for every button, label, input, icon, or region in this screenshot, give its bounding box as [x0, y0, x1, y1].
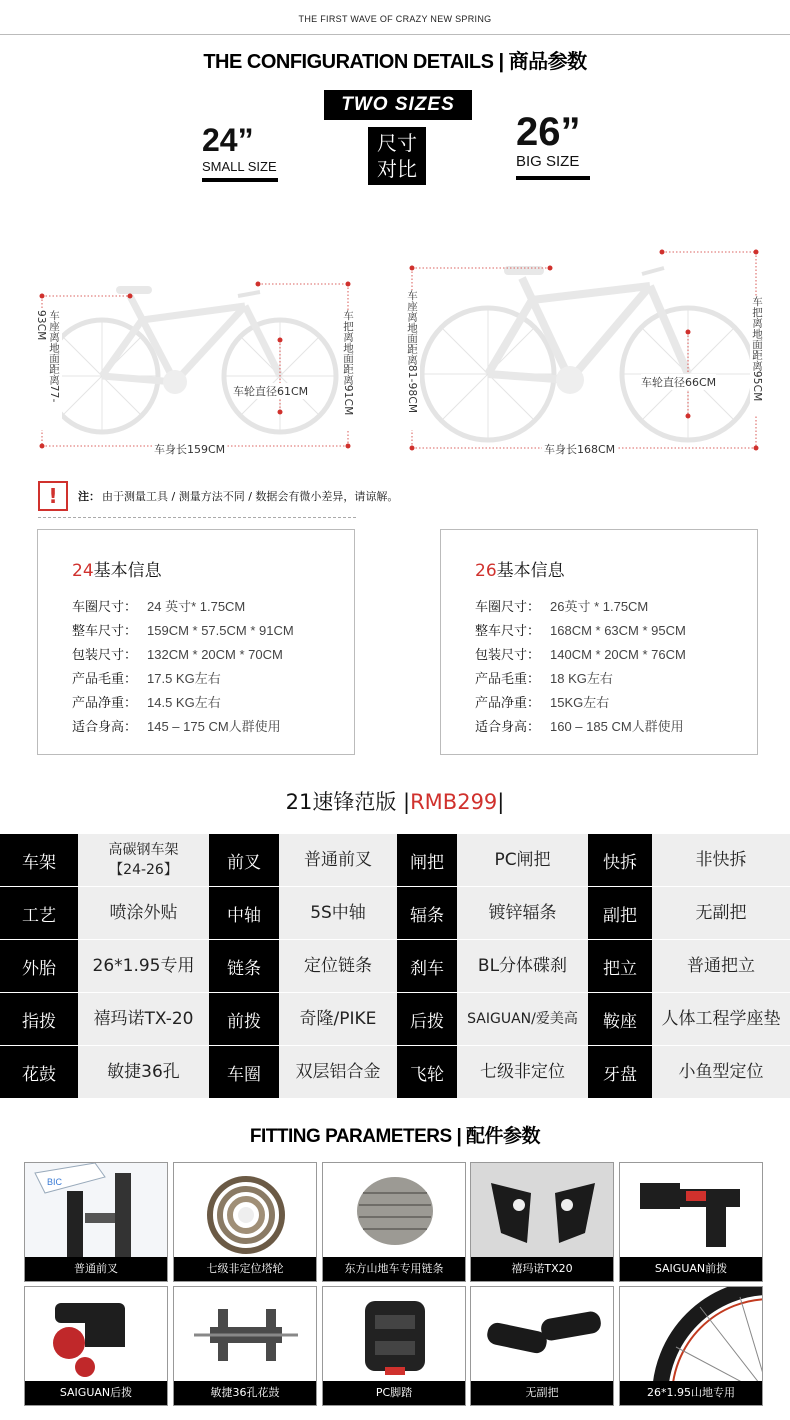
spec-table: [0, 834, 790, 1099]
fitting-thumb: [619, 1162, 763, 1282]
fitting-caption: 东方山地车专用链条: [323, 1257, 465, 1281]
tire-image: [620, 1287, 763, 1383]
spec-row: [0, 993, 790, 1046]
spec-key: 前拨: [209, 993, 279, 1046]
bike-24-diagram: [30, 270, 360, 460]
front-fork-image: [25, 1163, 168, 1259]
info-26-row: [475, 620, 686, 639]
spec-key: 副把: [588, 887, 652, 940]
info-24-row: [72, 644, 283, 663]
info-26-value: 168CM * 63CM * 95CM: [550, 623, 686, 638]
info-24-key: 产品毛重：: [72, 672, 138, 687]
bike-26-diagram: [400, 240, 770, 460]
measurement-notice: [78, 488, 398, 504]
fitting-caption: 无副把: [471, 1381, 613, 1405]
two-sizes-banner: TWO SIZES: [324, 90, 472, 120]
bike-24-seat-height: 车座离地面距离77-93CM: [35, 310, 62, 430]
spec-key: 指拨: [0, 993, 78, 1046]
info-26-key: 车圈尺寸：: [475, 600, 541, 615]
info-26-key: 产品毛重：: [475, 672, 541, 687]
info-24-row: [72, 620, 294, 639]
spec-value: 敏捷36孔: [78, 1046, 209, 1099]
spec-key: 花鼓: [0, 1046, 78, 1099]
fitting-thumb: [322, 1162, 466, 1282]
bike-26-length: 车身长168CM: [544, 443, 616, 456]
fitting-thumb: [24, 1286, 168, 1406]
info-24-size: 24: [72, 561, 94, 581]
price-tail: |: [497, 790, 505, 814]
price-amount: RMB299: [410, 790, 498, 814]
spec-value: 七级非定位: [457, 1046, 588, 1099]
notice-divider: [38, 517, 356, 518]
fitting-thumb: [173, 1162, 317, 1282]
info-26-row: [475, 596, 648, 615]
spec-key: 链条: [209, 940, 279, 993]
spec-row: [0, 887, 790, 940]
spec-key: 前叉: [209, 834, 279, 887]
fitting-title: FITTING PARAMETERS | 配件参数: [249, 1126, 541, 1147]
info-24-value: 14.5 KG左右: [147, 695, 221, 710]
spec-value: 无副把: [652, 887, 790, 940]
info-26-row: [475, 644, 686, 663]
big-size-label: BIG SIZE: [516, 153, 580, 170]
bike-24-bar-height: 车把离地面距离91CM: [341, 310, 356, 430]
edition-name: 21速锋范版 |: [285, 790, 411, 814]
info-24-title: [72, 556, 162, 581]
spec-key: 鞍座: [588, 993, 652, 1046]
spec-value: 双层铝合金: [279, 1046, 397, 1099]
fitting-caption: PC脚踏: [323, 1381, 465, 1405]
info-26-value: 160 – 185 CM人群使用: [550, 719, 684, 734]
info-box-24: [37, 529, 355, 755]
spec-value: BL分体碟刹: [457, 940, 588, 993]
small-size-underline: [202, 178, 278, 182]
notice-text: 由于测量工具 / 测量方法不同 / 数据会有微小差异，请谅解。: [102, 490, 399, 503]
cassette-image: [174, 1163, 317, 1259]
shifter-image: [471, 1163, 614, 1259]
info-24-value: 24 英寸* 1.75CM: [147, 599, 246, 614]
info-24-row: [72, 716, 281, 735]
spec-row: [0, 940, 790, 993]
spec-value: 喷涂外贴: [78, 887, 209, 940]
config-title: THE CONFIGURATION DETAILS | 商品参数: [203, 51, 587, 73]
bike-26-bar-height: 车把离地面距离95CM: [750, 296, 765, 416]
info-24-row: [72, 668, 221, 687]
spec-row: [0, 1046, 790, 1099]
fitting-caption: 七级非定位塔轮: [174, 1257, 316, 1281]
spec-value: 奇隆/PIKE: [279, 993, 397, 1046]
fitting-thumb: [470, 1162, 614, 1282]
spec-key: 把立: [588, 940, 652, 993]
info-24-key: 产品净重：: [72, 696, 138, 711]
spec-key: 快拆: [588, 834, 652, 887]
spec-key: 后拨: [397, 993, 457, 1046]
fitting-thumb: [470, 1286, 614, 1406]
spec-value: 定位链条: [279, 940, 397, 993]
info-24-key: 车圈尺寸：: [72, 600, 138, 615]
top-divider: [0, 34, 790, 35]
fitting-caption: 普通前叉: [25, 1257, 167, 1281]
info-26-value: 26英寸 * 1.75CM: [550, 599, 649, 614]
info-26-key: 整车尺寸：: [475, 624, 541, 639]
spec-key: 车架: [0, 834, 78, 887]
fitting-caption: SAIGUAN前拨: [620, 1257, 762, 1281]
spec-value: 普通前叉: [279, 834, 397, 887]
small-size-number: 24”: [202, 122, 254, 158]
info-24-key: 包装尺寸：: [72, 648, 138, 663]
spec-value: 镀锌辐条: [457, 887, 588, 940]
info-24-value: 159CM * 57.5CM * 91CM: [147, 623, 294, 638]
info-26-row: [475, 668, 613, 687]
spec-key: 牙盘: [588, 1046, 652, 1099]
spec-value: 26*1.95专用: [78, 940, 209, 993]
spec-value: 普通把立: [652, 940, 790, 993]
pedal-image: [323, 1287, 466, 1383]
spec-key: 闸把: [397, 834, 457, 887]
spec-value: 禧玛诺TX-20: [78, 993, 209, 1046]
bike-24-length: 车身长159CM: [154, 443, 226, 456]
warning-icon: !: [38, 481, 68, 511]
rear-derailleur-image: [25, 1287, 168, 1383]
spec-key: 工艺: [0, 887, 78, 940]
info-24-value: 145 – 175 CM人群使用: [147, 719, 281, 734]
info-26-size: 26: [475, 561, 497, 581]
spec-key: 辐条: [397, 887, 457, 940]
info-26-row: [475, 716, 684, 735]
info-24-value: 132CM * 20CM * 70CM: [147, 647, 283, 662]
fitting-thumb: [173, 1286, 317, 1406]
grip-image: [471, 1287, 614, 1383]
info-26-value: 15KG左右: [550, 695, 610, 710]
spec-key: 车圈: [209, 1046, 279, 1099]
front-derailleur-image: [620, 1163, 763, 1259]
bike-26-seat-height: 车座离地面距离81-98CM: [405, 290, 420, 430]
spec-key: 刹车: [397, 940, 457, 993]
info-24-row: [72, 596, 245, 615]
fitting-thumb: [24, 1162, 168, 1282]
spec-value: 人体工程学座垫: [652, 993, 790, 1046]
bike-26-wheel-diameter: 车轮直径66CM: [641, 376, 717, 389]
spec-key: 飞轮: [397, 1046, 457, 1099]
fitting-thumb: [322, 1286, 466, 1406]
spec-value: 非快拆: [652, 834, 790, 887]
fitting-caption: 26*1.95山地专用: [620, 1381, 762, 1405]
hub-image: [174, 1287, 317, 1383]
spec-value: 高碳钢车架 【24-26】: [78, 834, 209, 887]
chain-image: [323, 1163, 466, 1259]
fitting-caption: SAIGUAN后拨: [25, 1381, 167, 1405]
spec-value: 小鱼型定位: [652, 1046, 790, 1099]
info-24-row: [72, 692, 221, 711]
size-compare-badge: 尺寸 对比: [368, 127, 426, 185]
fitting-caption: 禧玛诺TX20: [471, 1257, 613, 1281]
fitting-thumb: [619, 1286, 763, 1406]
info-26-title-text: 基本信息: [496, 561, 565, 581]
edition-price: [0, 786, 790, 816]
info-26-key: 包装尺寸：: [475, 648, 541, 663]
notice-prefix: 注：: [78, 490, 100, 503]
bike-24-wheel-diameter: 车轮直径61CM: [233, 385, 309, 398]
info-26-key: 适合身高：: [475, 720, 541, 735]
info-26-key: 产品净重：: [475, 696, 541, 711]
info-24-key: 整车尺寸：: [72, 624, 138, 639]
fitting-caption: 敏捷36孔花鼓: [174, 1381, 316, 1405]
top-tagline: THE FIRST WAVE OF CRAZY NEW SPRING: [298, 14, 492, 24]
info-24-title-text: 基本信息: [93, 561, 162, 581]
spec-value: SAIGUAN/爱美高: [457, 993, 588, 1046]
info-26-value: 18 KG左右: [550, 671, 613, 686]
info-24-key: 适合身高：: [72, 720, 138, 735]
spec-row: [0, 834, 790, 887]
info-26-title: [475, 556, 565, 581]
info-box-26: [440, 529, 758, 755]
spec-value: 5S中轴: [279, 887, 397, 940]
spec-key: 外胎: [0, 940, 78, 993]
big-size-number: 26”: [516, 110, 581, 154]
info-26-row: [475, 692, 609, 711]
small-size-label: SMALL SIZE: [202, 159, 277, 174]
spec-value: PC闸把: [457, 834, 588, 887]
info-26-value: 140CM * 20CM * 76CM: [550, 647, 686, 662]
svg-text:BIC: BIC: [47, 1177, 63, 1187]
spec-key: 中轴: [209, 887, 279, 940]
info-24-value: 17.5 KG左右: [147, 671, 221, 686]
big-size-underline: [516, 176, 590, 180]
